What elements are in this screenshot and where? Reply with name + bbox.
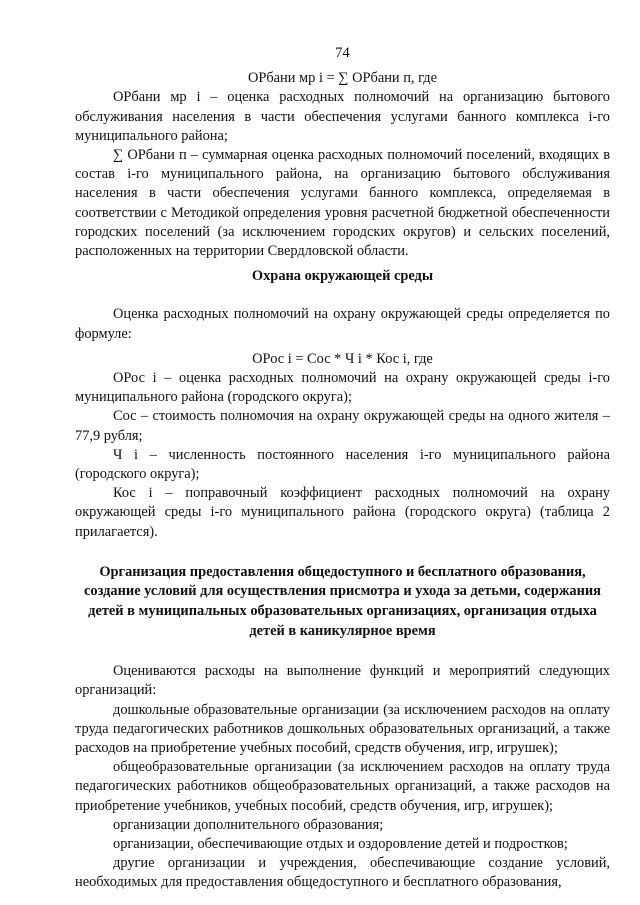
- education-item-additional: организации дополнительного образования;: [113, 816, 384, 833]
- education-item-preschool: дошкольные образовательные организации (за исключением расходов на оплату труда педагогических работников дошкольных образовательных организаций, а также расходов на приобретение учебных пособий, средств обучения, игр, игрушек);: [75, 701, 610, 757]
- environment-intro: Оценка расходных полномочий на охрану окружающей среды определяется по формуле:: [75, 306, 610, 342]
- section-heading-education: Организация предоставления общедоступного и бесплатного образования, создание условий для осуществления присмотра и ухода за детьми, содержания детей в муниципальных образовательных организациях, организация отдыха детей в каникулярное время: [84, 563, 601, 639]
- formula-banya: ОРбани мр i = ∑ ОРбани п, где: [247, 70, 438, 87]
- page-number: 74: [335, 45, 350, 61]
- education-intro: Оцениваются расходы на выполнение функций и мероприятий следующих организаций:: [75, 663, 610, 699]
- definition-sum-orbani-p: ∑ ОРбани п – суммарная оценка расходных полномочий поселений, входящих в состав i-го муниципального района, на организацию бытового обслуживания населения в части обеспечения услугами банного комплекса, определяемая в соответствии с Методикой определения уровня расчетной бюджетной обеспеченности городских поселений (за исключением городских округов) и сельских поселений, расположенных на территории Свердловской области.: [75, 147, 610, 260]
- definition-oros: ОРос i – оценка расходных полномочий на охрану окружающей среды i-го муниципального района (городского округа);: [75, 370, 610, 406]
- section-heading-environment: Охрана окружающей среды: [251, 268, 434, 285]
- definition-orbani-mr: ОРбани мр i – оценка расходных полномочий на организацию бытового обслуживания населения в части обеспечения услугами банного комплекса i-го муниципального района;: [75, 89, 610, 144]
- education-item-general: общеобразовательные организации (за исключением расходов на оплату труда педагогических работников общеобразовательных организаций, а также расходов на приобретение учебников, учебных пособий, средств обучения, игр, игрушек);: [75, 759, 610, 814]
- definition-sos: Сос – стоимость полномочия на охрану окружающей среды на одного жителя – 77,9 рубля;: [75, 408, 610, 444]
- definition-population: Ч i – численность постоянного населения i-го муниципального района (городского округа);: [75, 446, 610, 483]
- formula-environment: ОРос i = Сос * Ч i * Кос i, где: [252, 350, 433, 367]
- education-item-recreation: организации, обеспечивающие отдых и оздоровление детей и подростков;: [113, 836, 568, 853]
- education-item-other: другие организации и учреждения, обеспечивающие создание условий, необходимых для предоставления общедоступного и бесплатного образования,: [75, 855, 610, 891]
- document-page: [75, 44, 610, 893]
- definition-kos: Кос i – поправочный коэффициент расходных полномочий на охрану окружающей среды i-го муниципального района (городского округа) (таблица 2 прилагается).: [75, 485, 610, 540]
